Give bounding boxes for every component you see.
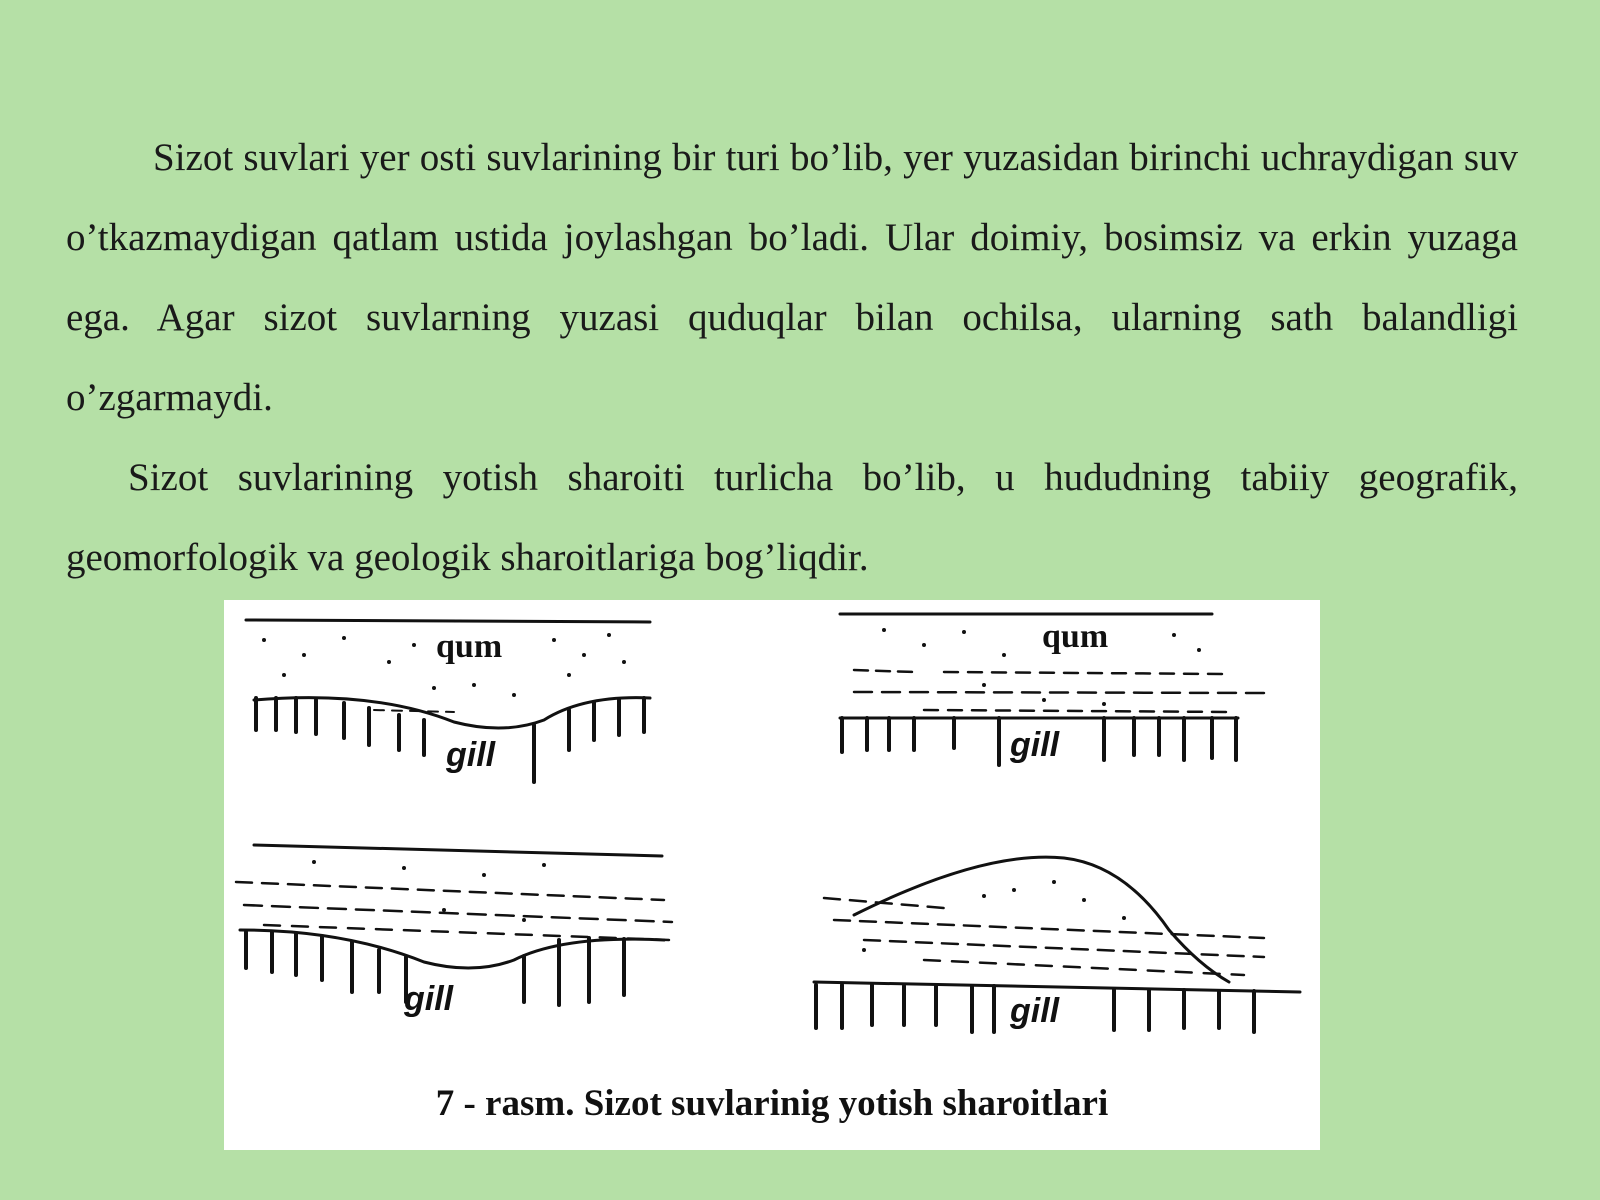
panel-1-top-label: qum [436, 628, 503, 665]
panel-3-drawing [236, 845, 672, 1005]
figure-drawing [224, 600, 1320, 1150]
paragraph-1: Sizot suvlari yer osti suvlarining bir turi bo’lib, yer yuzasidan birinchi uchraydigan suv o’tkazmaydigan qatlam ustida joylashgan bo’ladi. Ular doimiy, bosimsiz va erkin yuzaga ega. Agar sizot suvlarning yuzasi quduqlar bilan ochilsa, ularning sath balandligi o’zgarmaydi. [66, 136, 1518, 419]
panel-3-bottom-label: gill [404, 980, 454, 1018]
figure-caption: 7 - rasm. Sizot suvlarinig yotish sharoitlari [435, 1083, 1109, 1124]
panel-2-top-label: qum [1042, 618, 1109, 655]
figure-groundwater-conditions [224, 600, 1320, 1150]
panel-4-bottom-label: gill [1010, 992, 1060, 1030]
panel-1-bottom-label: gill [446, 736, 496, 774]
paragraph-2: Sizot suvlarining yotish sharoiti turlicha bo’lib, u hududning tabiiy geografik, geomorfologik va geologik sharoitlariga bog’liqdir. [66, 456, 1518, 579]
panel-2-bottom-label: gill [1010, 726, 1060, 764]
body-text [66, 118, 1518, 598]
